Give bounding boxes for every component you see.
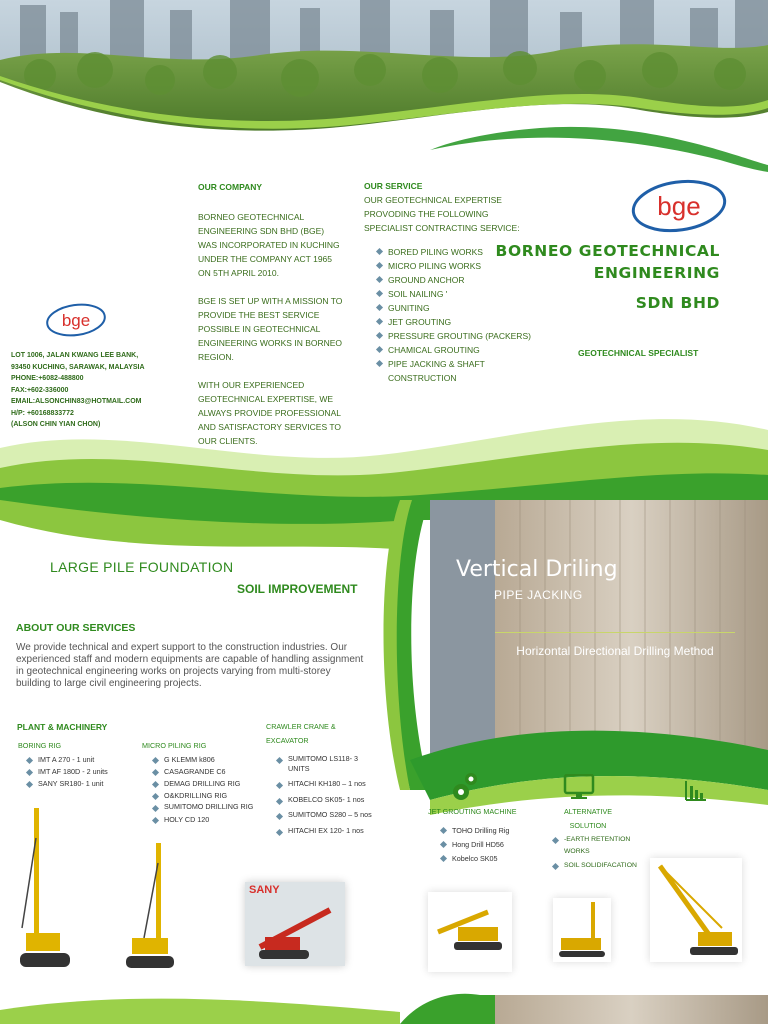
list-item: BORED PILING WORKS bbox=[376, 245, 534, 259]
alternative-solution-list bbox=[552, 834, 642, 872]
list-item: SUMITOMO S280 – 5 nos bbox=[276, 810, 376, 820]
about-heading: ABOUT OUR SERVICES bbox=[16, 622, 136, 634]
alternative-solution-heading bbox=[552, 805, 624, 833]
list-item: IMT AF 180D - 2 units bbox=[26, 766, 138, 778]
list-item: Kobelco SK05 bbox=[440, 852, 509, 866]
large-pile-heading: LARGE PILE FOUNDATION bbox=[50, 559, 234, 575]
crawler-heading: CRAWLER CRANE & EXCAVATOR bbox=[266, 722, 336, 745]
alt-heading-line-1: ALTERNATIVE bbox=[563, 807, 613, 816]
gears-icon bbox=[451, 770, 481, 802]
jet-grouting-heading: JET GROUTING MACHINE bbox=[428, 807, 517, 816]
list-item: HITACHI KH180 – 1 nos bbox=[276, 779, 376, 789]
boring-rig-column bbox=[18, 740, 138, 790]
contact-line: H/P: +60168833772 bbox=[11, 409, 74, 417]
list-item: O&KDRILLING RIG bbox=[152, 790, 262, 802]
company-name-block bbox=[470, 240, 720, 314]
contact-line: FAX:+602-336000 bbox=[11, 386, 69, 394]
bge-logo-text: bge bbox=[657, 191, 701, 221]
boring-rig-image-1 bbox=[12, 808, 72, 976]
list-item: -EARTH RETENTION WORKS bbox=[552, 834, 642, 858]
plant-heading: PLANT & MACHINERY bbox=[17, 722, 108, 732]
list-item: SUMITOMO DRILLING RIG bbox=[152, 802, 262, 811]
boring-rig-list bbox=[26, 754, 138, 790]
list-item: SUMITOMO LS118- 3 UNITS bbox=[276, 754, 376, 773]
micro-piling-list bbox=[152, 754, 262, 826]
crawler-list bbox=[276, 754, 376, 835]
hdd-text: Horizontal Directional Drilling Method bbox=[516, 644, 714, 658]
list-item: TOHO Drilling Rig bbox=[440, 824, 509, 838]
micro-piling-heading: MICRO PILING RIG bbox=[142, 741, 207, 750]
list-item: GUNITING bbox=[376, 301, 534, 315]
bge-logo-small bbox=[44, 302, 108, 338]
contact-line: EMAIL:ALSONCHIN83@HOTMAIL.COM bbox=[11, 398, 142, 405]
jet-grouting-machine-photo bbox=[428, 892, 512, 972]
list-item: PRESSURE GROUTING (PACKERS) bbox=[376, 329, 534, 343]
divider bbox=[495, 632, 735, 633]
contact-line: PHONE:+6082-488800 bbox=[11, 375, 84, 382]
list-item: JET GROUTING bbox=[376, 315, 534, 329]
list-item: PIPE JACKING & SHAFT CONSTRUCTION bbox=[376, 357, 534, 385]
about-text: We provide technical and expert support to the construction industries. Our experienced staff and modern equipments are capable of handling assignment in geotechnical engineering works on projects varying from multi-storey building to large civil engineering projects. bbox=[16, 642, 364, 689]
soil-improvement-heading: SOIL IMPROVEMENT bbox=[237, 582, 358, 596]
sany-rig-photo bbox=[245, 882, 345, 966]
our-company-heading: OUR COMPANY bbox=[198, 182, 263, 192]
sany-label: SANY bbox=[249, 884, 280, 896]
bge-logo-small-text: bge bbox=[61, 311, 91, 330]
list-item: IMT A 270 - 1 unit bbox=[26, 754, 138, 766]
company-paragraph-3: WITH OUR EXPERIENCED GEOTECHNICAL EXPERTISE, WE ALWAYS PROVIDE PROFESSIONAL AND SATISFACTORY SERVICES TO OUR CLIENTS. bbox=[198, 380, 341, 446]
contact-line: 93450 KUCHING, SARAWAK, MALAYSIA bbox=[11, 363, 145, 371]
list-item: Hong Drill HD56 bbox=[440, 838, 509, 852]
list-item: SANY SR180- 1 unit bbox=[26, 778, 138, 790]
alternative-rig-photo bbox=[553, 898, 611, 962]
list-item: SOIL SOLIDIFACATION bbox=[552, 860, 642, 872]
crawler-crane-photo bbox=[650, 858, 742, 962]
monitor-icon bbox=[563, 774, 595, 800]
pipe-jacking-label: PIPE JACKING bbox=[494, 588, 583, 602]
list-item: MICRO PILING WORKS bbox=[376, 259, 534, 273]
boring-rig-heading: BORING RIG bbox=[18, 741, 62, 750]
contact-block bbox=[11, 350, 145, 431]
contact-line: LOT 1006, JALAN KWANG LEE BANK, bbox=[11, 352, 139, 359]
our-company-column bbox=[198, 180, 343, 448]
list-item: DEMAG DRILLING RIG bbox=[152, 778, 262, 790]
bge-logo-large bbox=[630, 178, 728, 234]
alt-heading-line-2: SOLUTION bbox=[569, 821, 607, 830]
company-name-line-3: SDN BHD bbox=[635, 294, 720, 312]
tagline: GEOTECHNICAL SPECIALIST bbox=[578, 348, 699, 358]
list-item: CASAGRANDE C6 bbox=[152, 766, 262, 778]
list-item: HITACHI EX 120- 1 nos bbox=[276, 826, 376, 836]
service-intro: OUR GEOTECHNICAL EXPERTISE PROVODING THE FOLLOWING SPECIALIST CONTRACTING SERVICE: bbox=[364, 195, 520, 233]
company-paragraph-2: BGE IS SET UP WITH A MISSION TO PROVIDE THE BEST SERVICE POSSIBLE IN GEOTECHNICAL ENGINEERING WORKS IN BORNEO REGION. bbox=[198, 296, 343, 362]
vertical-drilling-title: Vertical Driling bbox=[456, 557, 618, 582]
company-name-line-1: BORNEO GEOTECHNICAL bbox=[495, 242, 720, 260]
contact-line: (ALSON CHIN YIAN CHON) bbox=[11, 421, 101, 428]
crawler-column bbox=[266, 720, 376, 835]
jet-grouting-list bbox=[440, 824, 509, 866]
list-item: HOLY CD 120 bbox=[152, 814, 262, 826]
company-paragraph-1: BORNEO GEOTECHNICAL ENGINEERING SDN BHD (BGE) WAS INCORPORATED IN KUCHING UNDER THE COMPANY ACT 1965 ON 5TH APRIL 2010. bbox=[198, 212, 340, 278]
our-service-heading: OUR SERVICE bbox=[364, 181, 423, 191]
list-item: GROUND ANCHOR bbox=[376, 273, 534, 287]
company-name-line-2: ENGINEERING bbox=[593, 264, 720, 282]
boring-rig-image-2 bbox=[122, 843, 180, 975]
bar-chart-icon bbox=[684, 780, 708, 802]
list-item: KOBELCO SK05- 1 nos bbox=[276, 795, 376, 805]
list-item: G KLEMM k806 bbox=[152, 754, 262, 766]
list-item: SOIL NAILING ' bbox=[376, 287, 534, 301]
list-item: CHAMICAL GROUTING bbox=[376, 343, 534, 357]
micro-piling-column bbox=[142, 740, 262, 826]
